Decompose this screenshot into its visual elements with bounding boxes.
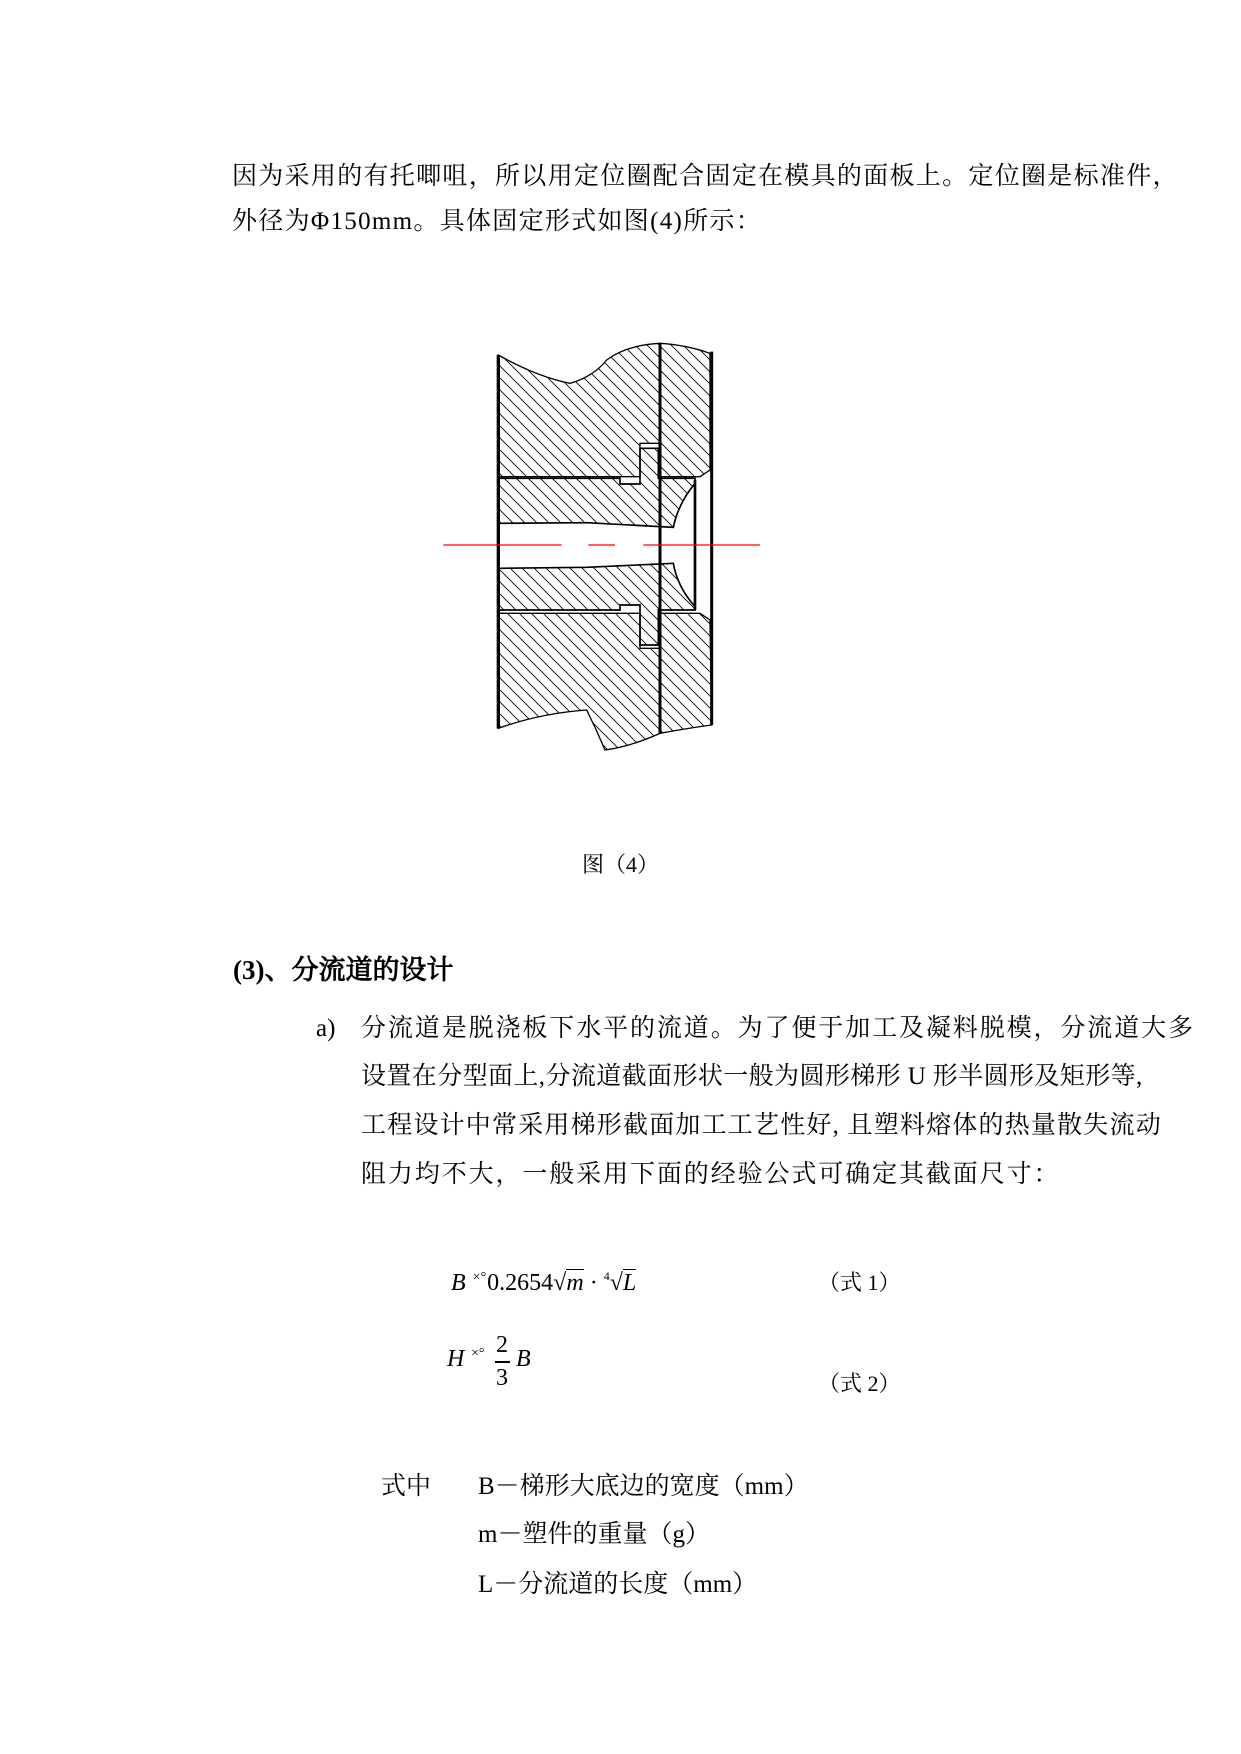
formula-coef: 0.2654 — [487, 1270, 554, 1296]
section-heading: (3)、分流道的设计 — [233, 955, 454, 985]
formula-2-symbol-wrap — [470, 1344, 486, 1374]
formula-2-label: （式 2） — [818, 1371, 901, 1396]
legend-item: B－梯形大底边的宽度（mm） — [478, 1473, 809, 1500]
paragraph-line: 分流道是脱浇板下水平的流道。为了便于加工及凝料脱模，分流道大多 — [361, 1015, 1195, 1042]
sqrt-sign: √ — [553, 1270, 567, 1296]
formula-1-label: （式 1） — [818, 1270, 901, 1295]
formula-1 — [451, 1268, 636, 1298]
locating-ring-upper — [660, 343, 710, 476]
fraction-denominator: 3 — [496, 1365, 508, 1391]
paragraph-line: 工程设计中常采用梯形截面加工工艺性好, 且塑料熔体的热量散失流动 — [361, 1112, 1162, 1139]
legend-prefix: 式中 — [381, 1473, 432, 1500]
fraction-numerator: 2 — [496, 1332, 508, 1358]
paragraph-line: 设置在分型面上,分流道截面形状一般为圆形梯形 U 形半圆形及矩形等, — [361, 1063, 1143, 1090]
intro-line-1: 因为采用的有托唧咀，所以用定位圈配合固定在模具的面板上。定位圈是标准件， — [232, 163, 1179, 190]
legend-item: m－塑件的重量（g） — [478, 1521, 710, 1548]
formula-symbol: ×° — [471, 1346, 485, 1361]
root-sign: √ — [609, 1270, 623, 1296]
root-index: 4 — [603, 1269, 610, 1283]
formula-2-lhs: H — [447, 1346, 465, 1372]
item-marker: a) — [316, 1015, 336, 1042]
formula-dot: · — [589, 1270, 598, 1296]
figure-4-drawing — [440, 330, 780, 770]
figure-caption: 图（4） — [582, 852, 660, 877]
legend-item: L－分流道的长度（mm） — [478, 1571, 758, 1598]
formula-var: B — [516, 1346, 531, 1372]
fixed-plate-upper — [498, 343, 660, 476]
formula-symbol: ×° — [472, 1270, 487, 1285]
fraction-bar — [495, 1361, 510, 1363]
formula-var: m — [566, 1270, 584, 1296]
formula-var: L — [622, 1270, 637, 1296]
locating-ring-lower — [660, 613, 712, 733]
formula-var: B — [451, 1270, 466, 1296]
fixed-plate-lower — [498, 613, 660, 750]
intro-line-2: 外径为Φ150mm。具体固定形式如图(4)所示： — [232, 208, 763, 235]
paragraph-line: 阻力均不大，一般采用下面的经验公式可确定其截面尺寸： — [361, 1161, 1061, 1188]
